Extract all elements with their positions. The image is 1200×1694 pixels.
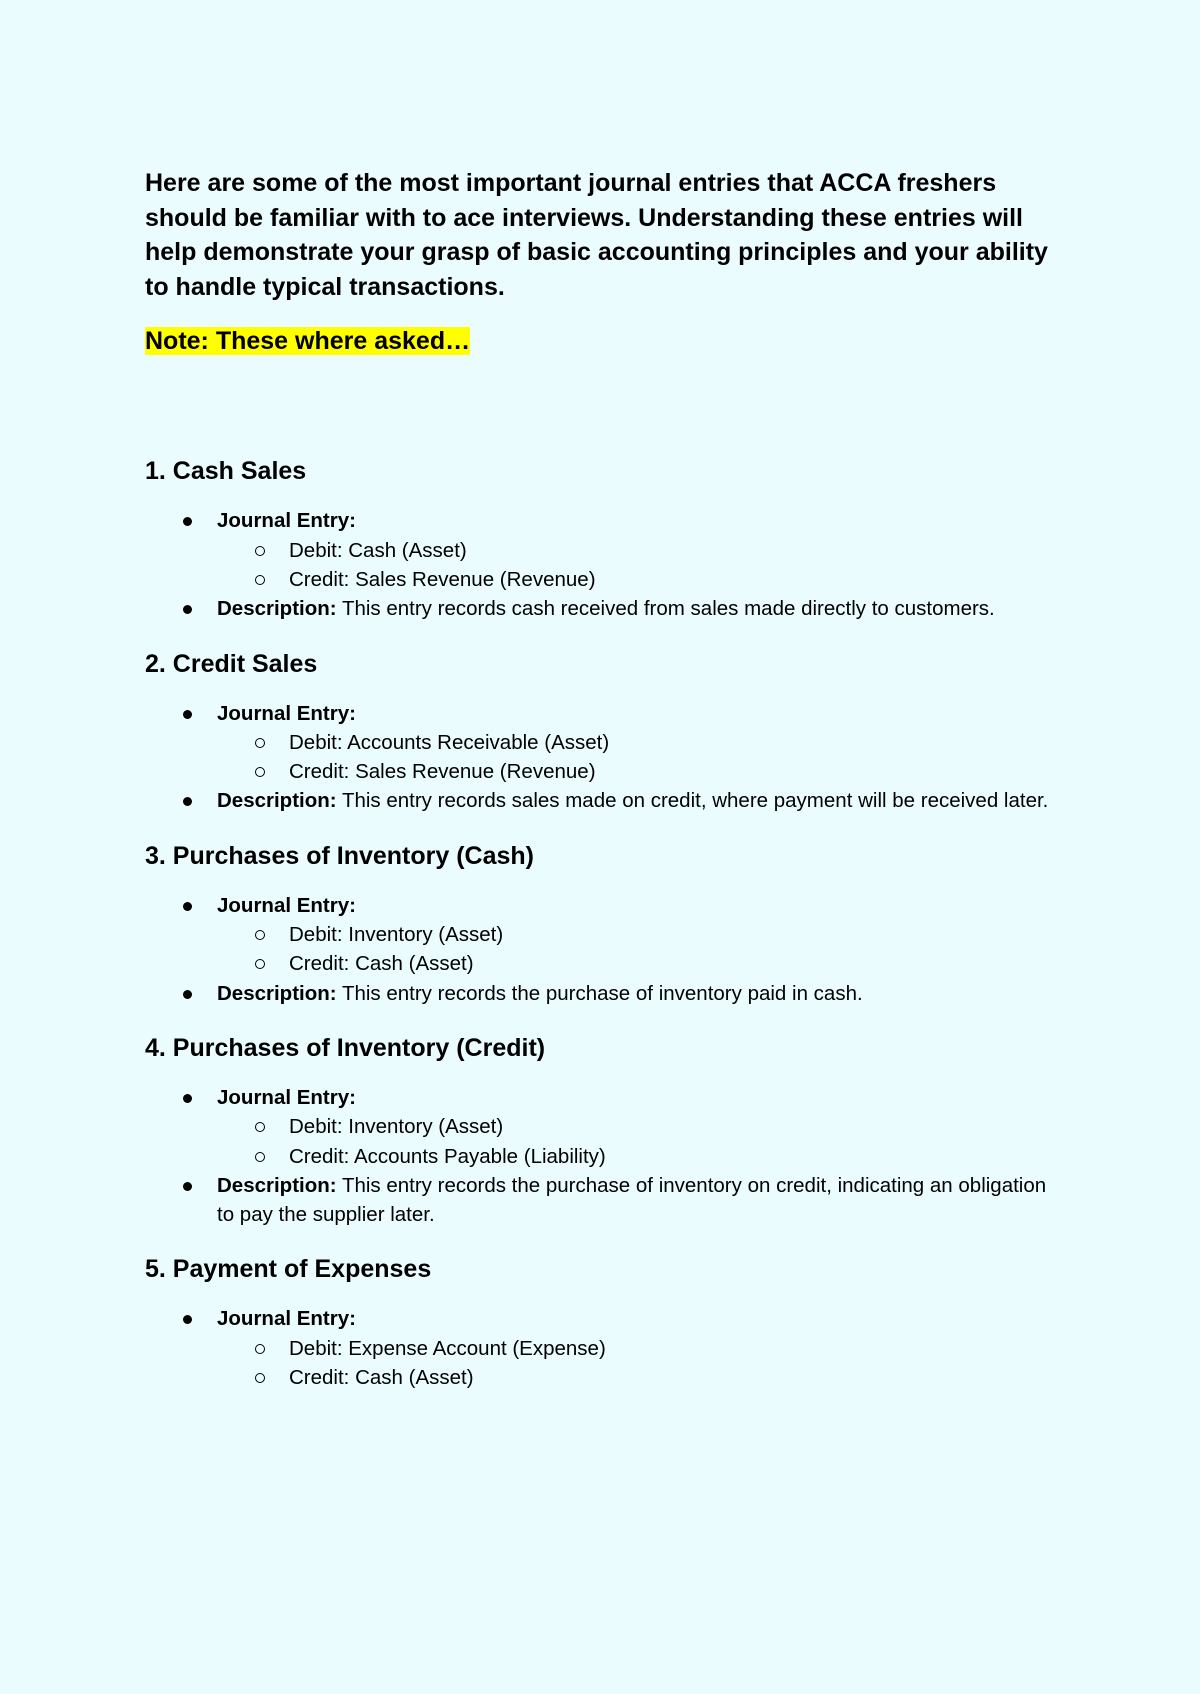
bullet-list [145,891,1050,1008]
credit-text: Credit: Cash (Asset) [289,1366,474,1390]
journal-entry-label: Journal Entry: [217,509,356,533]
credit-item [217,757,1050,786]
bullet-icon [183,990,192,999]
circle-bullet-icon [255,959,265,969]
credit-item [217,1363,1050,1392]
description-text: This entry records the purchase of inventory on credit, indicating an obligation to pay the supplier later. [217,1173,1047,1227]
credit-item [217,949,1050,978]
bullet-icon [183,517,192,526]
debit-item [217,1334,1050,1363]
debit-text: Debit: Expense Account (Expense) [289,1336,606,1360]
credit-text: Credit: Sales Revenue (Revenue) [289,760,596,784]
journal-entry-label: Journal Entry: [217,1085,356,1109]
bullet-list [145,506,1050,623]
circle-bullet-icon [255,546,265,556]
entry-sublist [217,1334,1050,1393]
section-credit-sales [145,647,1050,816]
circle-bullet-icon [255,575,265,585]
description-item [145,594,1050,623]
description-item [145,1171,1050,1230]
section-title: 3. Purchases of Inventory (Cash) [145,841,535,870]
description-label: Description: [217,789,337,813]
description-item [145,979,1050,1008]
journal-entry-item [145,891,1050,979]
description-label: Description: [217,981,337,1005]
debit-item [217,1112,1050,1141]
entry-sublist [217,728,1050,787]
journal-entry-item [145,506,1050,594]
highlighted-note: Note: These where asked… [145,327,471,356]
description-text: This entry records cash received from sales made directly to customers. [341,597,995,621]
section-payment-of-expenses [145,1252,1050,1392]
description-text: This entry records the purchase of inventory paid in cash. [341,981,863,1005]
section-title: 2. Credit Sales [145,649,318,678]
credit-item [217,565,1050,594]
bullet-icon [183,1182,192,1191]
credit-text: Credit: Sales Revenue (Revenue) [289,567,596,591]
section-title: 1. Cash Sales [145,457,307,486]
debit-item [217,920,1050,949]
description-item [145,786,1050,815]
journal-entry-label: Journal Entry: [217,701,356,725]
intro-paragraph: Here are some of the most important journal entries that ACCA freshers should be familiar with to ace interviews. Understanding these entries will help demonstrate your grasp of basic accounting principles and your ability to handle typical transactions. [145,169,1048,301]
section-title: 5. Payment of Expenses [145,1255,432,1284]
journal-entry-label: Journal Entry: [217,893,356,917]
bullet-list [145,1304,1050,1392]
credit-item [217,1142,1050,1171]
section-purchases-inventory-cash [145,839,1050,1008]
credit-text: Credit: Accounts Payable (Liability) [289,1144,606,1168]
bullet-icon [183,710,192,719]
bullet-icon [183,1315,192,1324]
section-title: 4. Purchases of Inventory (Credit) [145,1033,546,1062]
section-purchases-inventory-credit [145,1031,1050,1229]
debit-text: Debit: Inventory (Asset) [289,923,504,947]
bullet-icon [183,605,192,614]
entry-sublist [217,536,1050,595]
bullet-icon [183,902,192,911]
bullet-list [145,699,1050,816]
bullet-icon [183,797,192,806]
circle-bullet-icon [255,930,265,940]
debit-item [217,728,1050,757]
circle-bullet-icon [255,1152,265,1162]
debit-item [217,536,1050,565]
debit-text: Debit: Inventory (Asset) [289,1115,504,1139]
circle-bullet-icon [255,1373,265,1383]
debit-text: Debit: Accounts Receivable (Asset) [289,730,610,754]
circle-bullet-icon [255,738,265,748]
entry-sublist [217,1112,1050,1171]
bullet-icon [183,1094,192,1103]
bullet-list [145,1083,1050,1229]
circle-bullet-icon [255,767,265,777]
note-line [145,324,1050,358]
circle-bullet-icon [255,1344,265,1354]
description-label: Description: [217,597,337,621]
journal-entry-item [145,1083,1050,1171]
credit-text: Credit: Cash (Asset) [289,952,474,976]
description-label: Description: [217,1173,337,1197]
journal-entry-label: Journal Entry: [217,1307,356,1331]
entry-sublist [217,920,1050,979]
circle-bullet-icon [255,1122,265,1132]
journal-entry-item [145,699,1050,787]
journal-entry-item [145,1304,1050,1392]
section-cash-sales [145,454,1050,623]
debit-text: Debit: Cash (Asset) [289,538,467,562]
description-text: This entry records sales made on credit, where payment will be received later. [341,789,1049,813]
